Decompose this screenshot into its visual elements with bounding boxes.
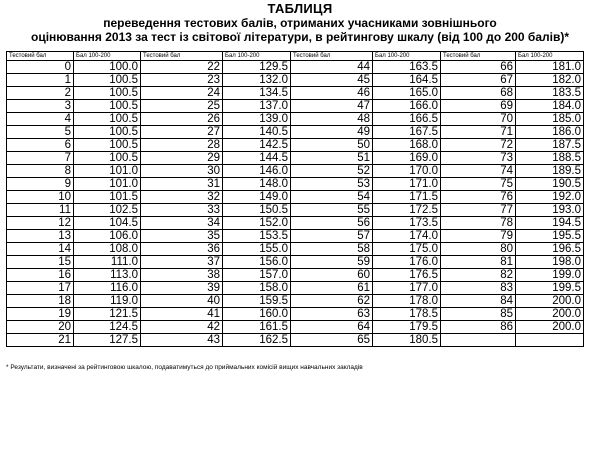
rating-score-cell: 113.0 [74,269,141,282]
rating-score-cell: 176.0 [373,256,441,269]
rating-score-cell: 102.5 [74,204,141,217]
rating-score-cell: 162.5 [223,334,291,347]
rating-score-cell: 181.0 [516,61,584,74]
test-score-cell: 42 [141,321,223,334]
rating-score-cell: 100.5 [74,152,141,165]
rating-score-cell: 106.0 [74,230,141,243]
test-score-cell: 9 [7,178,74,191]
test-score-cell: 4 [7,113,74,126]
rating-score-cell: 100.5 [74,74,141,87]
test-score-cell: 75 [441,178,516,191]
test-score-cell: 60 [291,269,373,282]
document-subtitle-line-2: оцінювання 2013 за тест із світової літератури, в рейтингову шкалу (від 100 до 200 балів)* [30,30,570,44]
table-row [7,178,584,191]
test-score-cell: 76 [441,191,516,204]
table-row [7,191,584,204]
test-score-cell: 85 [441,308,516,321]
test-score-cell: 18 [7,295,74,308]
table-row [7,139,584,152]
rating-score-cell: 160.0 [223,308,291,321]
title-block [0,0,600,44]
test-score-cell: 80 [441,243,516,256]
test-score-cell: 62 [291,295,373,308]
test-score-cell: 74 [441,165,516,178]
table-row [7,152,584,165]
test-score-cell: 31 [141,178,223,191]
test-score-cell: 50 [291,139,373,152]
test-score-cell: 63 [291,308,373,321]
test-score-cell: 25 [141,100,223,113]
test-score-cell: 29 [141,152,223,165]
rating-score-cell: 171.0 [373,178,441,191]
test-score-cell: 68 [441,87,516,100]
test-score-cell: 10 [7,191,74,204]
table-row [7,100,584,113]
test-score-cell: 73 [441,152,516,165]
column-header: Тестовий бал [441,52,516,61]
test-score-cell: 59 [291,256,373,269]
rating-score-cell: 169.0 [373,152,441,165]
table-row [7,308,584,321]
table-row [7,269,584,282]
test-score-cell: 34 [141,217,223,230]
rating-score-cell: 134.5 [223,87,291,100]
rating-score-cell: 164.5 [373,74,441,87]
table-row [7,204,584,217]
test-score-cell: 22 [141,61,223,74]
rating-score-cell: 166.0 [373,100,441,113]
column-header: Бал 100-200 [373,52,441,61]
rating-score-cell: 157.0 [223,269,291,282]
test-score-cell: 17 [7,282,74,295]
rating-score-cell: 195.5 [516,230,584,243]
rating-score-cell: 167.5 [373,126,441,139]
test-score-cell: 40 [141,295,223,308]
test-score-cell: 64 [291,321,373,334]
rating-score-cell: 101.0 [74,165,141,178]
rating-score-cell: 174.0 [373,230,441,243]
rating-score-cell: 132.0 [223,74,291,87]
rating-score-cell: 116.0 [74,282,141,295]
rating-score-cell: 188.5 [516,152,584,165]
test-score-cell: 15 [7,256,74,269]
table-row [7,282,584,295]
test-score-cell: 1 [7,74,74,87]
rating-score-cell: 153.5 [223,230,291,243]
rating-score-cell: 199.0 [516,269,584,282]
test-score-cell: 46 [291,87,373,100]
rating-score-cell: 100.5 [74,87,141,100]
test-score-cell: 83 [441,282,516,295]
column-header: Бал 100-200 [223,52,291,61]
rating-score-cell: 172.5 [373,204,441,217]
test-score-cell: 72 [441,139,516,152]
test-score-cell: 54 [291,191,373,204]
rating-score-cell: 104.5 [74,217,141,230]
rating-score-cell: 155.0 [223,243,291,256]
rating-score-cell: 185.0 [516,113,584,126]
table-row [7,321,584,334]
rating-score-cell: 183.5 [516,87,584,100]
rating-score-cell: 199.5 [516,282,584,295]
test-score-cell: 37 [141,256,223,269]
test-score-cell: 49 [291,126,373,139]
table-row [7,334,584,347]
test-score-cell: 6 [7,139,74,152]
rating-score-cell: 156.0 [223,256,291,269]
rating-score-cell: 149.0 [223,191,291,204]
test-score-cell: 45 [291,74,373,87]
table-row [7,165,584,178]
table-row [7,113,584,126]
table-row [7,217,584,230]
rating-score-cell: 200.0 [516,308,584,321]
rating-score-cell: 163.5 [373,61,441,74]
rating-score-cell: 178.0 [373,295,441,308]
test-score-cell: 35 [141,230,223,243]
score-conversion-table [6,51,584,347]
rating-score-cell: 189.5 [516,165,584,178]
test-score-cell: 48 [291,113,373,126]
rating-score-cell: 179.5 [373,321,441,334]
rating-score-cell: 124.5 [74,321,141,334]
table-row [7,61,584,74]
document-title: ТАБЛИЦЯ [267,1,333,16]
rating-score-cell: 177.0 [373,282,441,295]
column-header: Тестовий бал [141,52,223,61]
table-row [7,230,584,243]
rating-score-cell: 166.5 [373,113,441,126]
column-header: Бал 100-200 [74,52,141,61]
rating-score-cell: 137.0 [223,100,291,113]
rating-score-cell: 150.5 [223,204,291,217]
rating-score-cell: 200.0 [516,295,584,308]
rating-score-cell: 101.5 [74,191,141,204]
rating-score-cell: 129.5 [223,61,291,74]
document-subtitle-line-1: переведення тестових балів, отриманих учасниками зовнішнього [103,16,497,30]
rating-score-cell: 127.5 [74,334,141,347]
rating-score-cell: 111.0 [74,256,141,269]
rating-score-cell: 140.5 [223,126,291,139]
rating-score-cell: 193.0 [516,204,584,217]
rating-score-cell: 119.0 [74,295,141,308]
test-score-cell: 24 [141,87,223,100]
test-score-cell: 55 [291,204,373,217]
test-score-cell: 43 [141,334,223,347]
column-header: Бал 100-200 [516,52,584,61]
test-score-cell: 12 [7,217,74,230]
test-score-cell: 7 [7,152,74,165]
test-score-cell: 5 [7,126,74,139]
rating-score-cell: 178.5 [373,308,441,321]
test-score-cell: 52 [291,165,373,178]
test-score-cell: 70 [441,113,516,126]
rating-score-cell: 190.5 [516,178,584,191]
column-header: Тестовий бал [7,52,74,61]
test-score-cell: 0 [7,61,74,74]
test-score-cell: 69 [441,100,516,113]
test-score-cell: 19 [7,308,74,321]
test-score-cell: 26 [141,113,223,126]
rating-score-cell: 100.0 [74,61,141,74]
rating-score-cell: 186.0 [516,126,584,139]
table-body [7,61,584,347]
table-row [7,126,584,139]
rating-score-cell: 187.5 [516,139,584,152]
table-row [7,74,584,87]
rating-score-cell: 196.5 [516,243,584,256]
test-score-cell: 38 [141,269,223,282]
test-score-cell: 84 [441,295,516,308]
test-score-cell: 86 [441,321,516,334]
test-score-cell: 16 [7,269,74,282]
rating-score-cell: 152.0 [223,217,291,230]
rating-score-cell: 173.5 [373,217,441,230]
rating-score-cell: 198.0 [516,256,584,269]
table-row [7,243,584,256]
table-row [7,295,584,308]
test-score-cell: 47 [291,100,373,113]
rating-score-cell: 161.5 [223,321,291,334]
test-score-cell: 53 [291,178,373,191]
rating-score-cell: 200.0 [516,321,584,334]
test-score-cell: 58 [291,243,373,256]
test-score-cell: 67 [441,74,516,87]
test-score-cell: 20 [7,321,74,334]
test-score-cell: 61 [291,282,373,295]
column-header: Тестовий бал [291,52,373,61]
test-score-cell: 27 [141,126,223,139]
rating-score-cell: 100.5 [74,139,141,152]
test-score-cell: 81 [441,256,516,269]
rating-score-cell: 100.5 [74,113,141,126]
rating-score-cell: 159.5 [223,295,291,308]
table-row [7,256,584,269]
test-score-cell: 79 [441,230,516,243]
rating-score-cell: 176.5 [373,269,441,282]
rating-score-cell: 165.0 [373,87,441,100]
test-score-cell: 33 [141,204,223,217]
test-score-cell: 56 [291,217,373,230]
test-score-cell: 32 [141,191,223,204]
rating-score-cell: 192.0 [516,191,584,204]
test-score-cell: 2 [7,87,74,100]
rating-score-cell: 142.5 [223,139,291,152]
rating-score-cell: 180.5 [373,334,441,347]
test-score-cell: 8 [7,165,74,178]
test-score-cell: 51 [291,152,373,165]
rating-score-cell: 182.0 [516,74,584,87]
rating-score-cell: 148.0 [223,178,291,191]
test-score-cell: 82 [441,269,516,282]
test-score-cell [441,334,516,347]
test-score-cell: 41 [141,308,223,321]
rating-score-cell: 139.0 [223,113,291,126]
rating-score-cell: 170.0 [373,165,441,178]
table-row [7,87,584,100]
rating-score-cell: 168.0 [373,139,441,152]
rating-score-cell: 144.5 [223,152,291,165]
rating-score-cell: 184.0 [516,100,584,113]
test-score-cell: 36 [141,243,223,256]
rating-score-cell: 171.5 [373,191,441,204]
test-score-cell: 13 [7,230,74,243]
test-score-cell: 28 [141,139,223,152]
rating-score-cell: 121.5 [74,308,141,321]
test-score-cell: 78 [441,217,516,230]
table-header-row [7,52,584,61]
rating-score-cell: 194.5 [516,217,584,230]
test-score-cell: 3 [7,100,74,113]
test-score-cell: 21 [7,334,74,347]
test-score-cell: 30 [141,165,223,178]
test-score-cell: 71 [441,126,516,139]
footnote: * Результати, визначені за рейтинговою шкалою, подаватимуться до приймальних комісій вищих навчальних закладів [6,364,363,371]
test-score-cell: 11 [7,204,74,217]
test-score-cell: 14 [7,243,74,256]
rating-score-cell: 108.0 [74,243,141,256]
rating-score-cell: 175.0 [373,243,441,256]
test-score-cell: 77 [441,204,516,217]
rating-score-cell: 100.5 [74,126,141,139]
test-score-cell: 57 [291,230,373,243]
rating-score-cell: 100.5 [74,100,141,113]
test-score-cell: 66 [441,61,516,74]
rating-score-cell: 101.0 [74,178,141,191]
test-score-cell: 65 [291,334,373,347]
rating-score-cell [516,334,584,347]
rating-score-cell: 146.0 [223,165,291,178]
test-score-cell: 44 [291,61,373,74]
test-score-cell: 39 [141,282,223,295]
test-score-cell: 23 [141,74,223,87]
rating-score-cell: 158.0 [223,282,291,295]
